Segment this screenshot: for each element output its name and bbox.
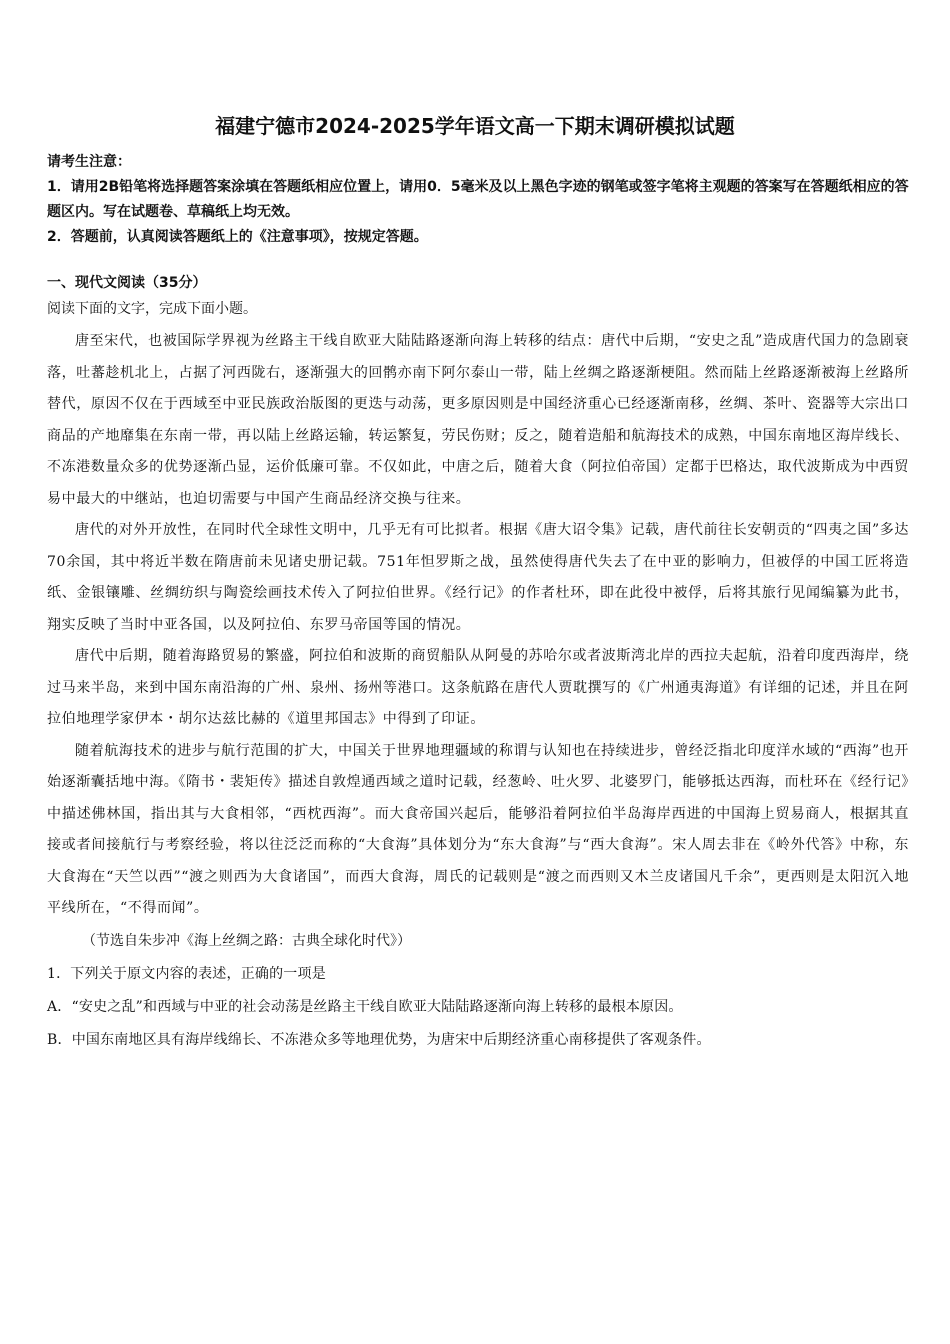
- section-heading: 一、现代文阅读（35分）: [47, 275, 207, 291]
- reading-section: [47, 270, 909, 1057]
- passage-source: （节选自朱步冲《海上丝绸之路：古典全球化时代》）: [82, 932, 411, 949]
- question-1-option-a: A．“安史之乱”和西域与中亚的社会动荡是丝路主干线自欧亚大陆陆路逐渐向海上转移的最根本原因。: [47, 998, 683, 1015]
- passage-paragraph-3: 唐代中后期，随着海路贸易的繁盛，阿拉伯和波斯的商贸船队从阿曼的苏哈尔或者波斯湾北岸的西拉夫起航，沿着印度西海岸，绕过马来半岛，来到中国东南沿海的广州、泉州、扬州等港口。这条航路在唐代人贾耽撰写的《广州通夷海道》有详细的记述，并且在阿拉伯地理学家伊本・胡尔达兹比赫的《道里邦国志》中得到了印证。: [47, 648, 909, 727]
- passage-paragraph-2: 唐代的对外开放性，在同时代全球性文明中，几乎无有可比拟者。根据《唐大诏令集》记载，唐代前往长安朝贡的“四夷之国”多达70余国，其中将近半数在隋唐前未见诸史册记载。751年怛罗斯之战，虽然使得唐代失去了在中亚的影响力，但被俘的中国工匠将造纸、金银镶雕、丝绸纺织与陶瓷绘画技术传入了阿拉伯世界。《经行记》的作者杜环，即在此役中被俘，后将其旅行见闻编纂为此书，翔实反映了当时中亚各国，以及阿拉伯、东罗马帝国等国的情况。: [47, 522, 909, 633]
- question-1-stem: 1．下列关于原文内容的表述，正确的一项是: [47, 965, 326, 982]
- page-title: 福建宁德市2024-2025学年语文高一下期末调研模拟试题: [215, 114, 735, 138]
- notice-item-2: 2．答题前，认真阅读答题纸上的《注意事项》，按规定答题。: [47, 229, 428, 245]
- passage-paragraph-4: 随着航海技术的进步与航行范围的扩大，中国关于世界地理疆域的称谓与认知也在持续进步，曾经泛指北印度洋水域的“西海”也开始逐渐囊括地中海。《隋书・裴矩传》描述自敦煌通西域之道时记载，经葱岭、吐火罗、北婆罗门，能够抵达西海，而杜环在《经行记》中描述佛林国，指出其与大食相邻，“西枕西海”。而大食帝国兴起后，能够沿着阿拉伯半岛海岸西进的中国海上贸易商人，根据其直接或者间接航行与考察经验，将以往泛泛而称的“大食海”具体划分为“东大食海”与“西大食海”。宋人周去非在《岭外代答》中称，东大食海在“天竺以西”“渡之则西为大食诸国”，而西大食海，周氏的记载则是“渡之而西则又木兰皮诸国凡千余”，更西则是太阳沉入地平线所在，“不得而闻”。: [47, 742, 909, 916]
- passage-paragraph-1: 唐至宋代，也被国际学界视为丝路主干线自欧亚大陆陆路逐渐向海上转移的结点：唐代中后期，“安史之乱”造成唐代国力的急剧衰落，吐蕃趁机北上，占据了河西陇右，逐渐强大的回鹘亦南下阿尔泰山一带，陆上丝绸之路逐渐梗阻。然而陆上丝路逐渐被海上丝路所替代，原因不仅在于西域至中亚民族政治版图的更迭与动荡，更多原因则是中国经济重心已经逐渐南移，丝绸、茶叶、瓷器等大宗出口商品的产地靡集在东南一带，再以陆上丝路运输，转运繁复，劳民伤财；反之，随着造船和航海技术的成熟，中国东南地区海岸线长、不冻港数量众多的优势逐渐凸显，运价低廉可靠。不仅如此，中唐之后，随着大食（阿拉伯帝国）定都于巴格达，取代波斯成为中西贸易中最大的中继站，也迫切需要与中国产生商品经济交换与往来。: [47, 333, 909, 507]
- notice-item-1: 1．请用2B铅笔将选择题答案涂填在答题纸相应位置上，请用0．5毫米及以上黑色字迹的钢笔或签字笔将主观题的答案写在答题纸相应的答题区内。写在试题卷、草稿纸上均无效。: [47, 179, 909, 220]
- section-instruction: 阅读下面的文字，完成下面小题。: [47, 301, 257, 317]
- question-1-option-b: B．中国东南地区具有海岸线绵长、不冻港众多等地理优势，为唐宋中后期经济重心南移提供了客观条件。: [47, 1031, 711, 1048]
- notice-heading: 请考生注意：: [47, 154, 131, 170]
- exam-notice: [47, 150, 909, 250]
